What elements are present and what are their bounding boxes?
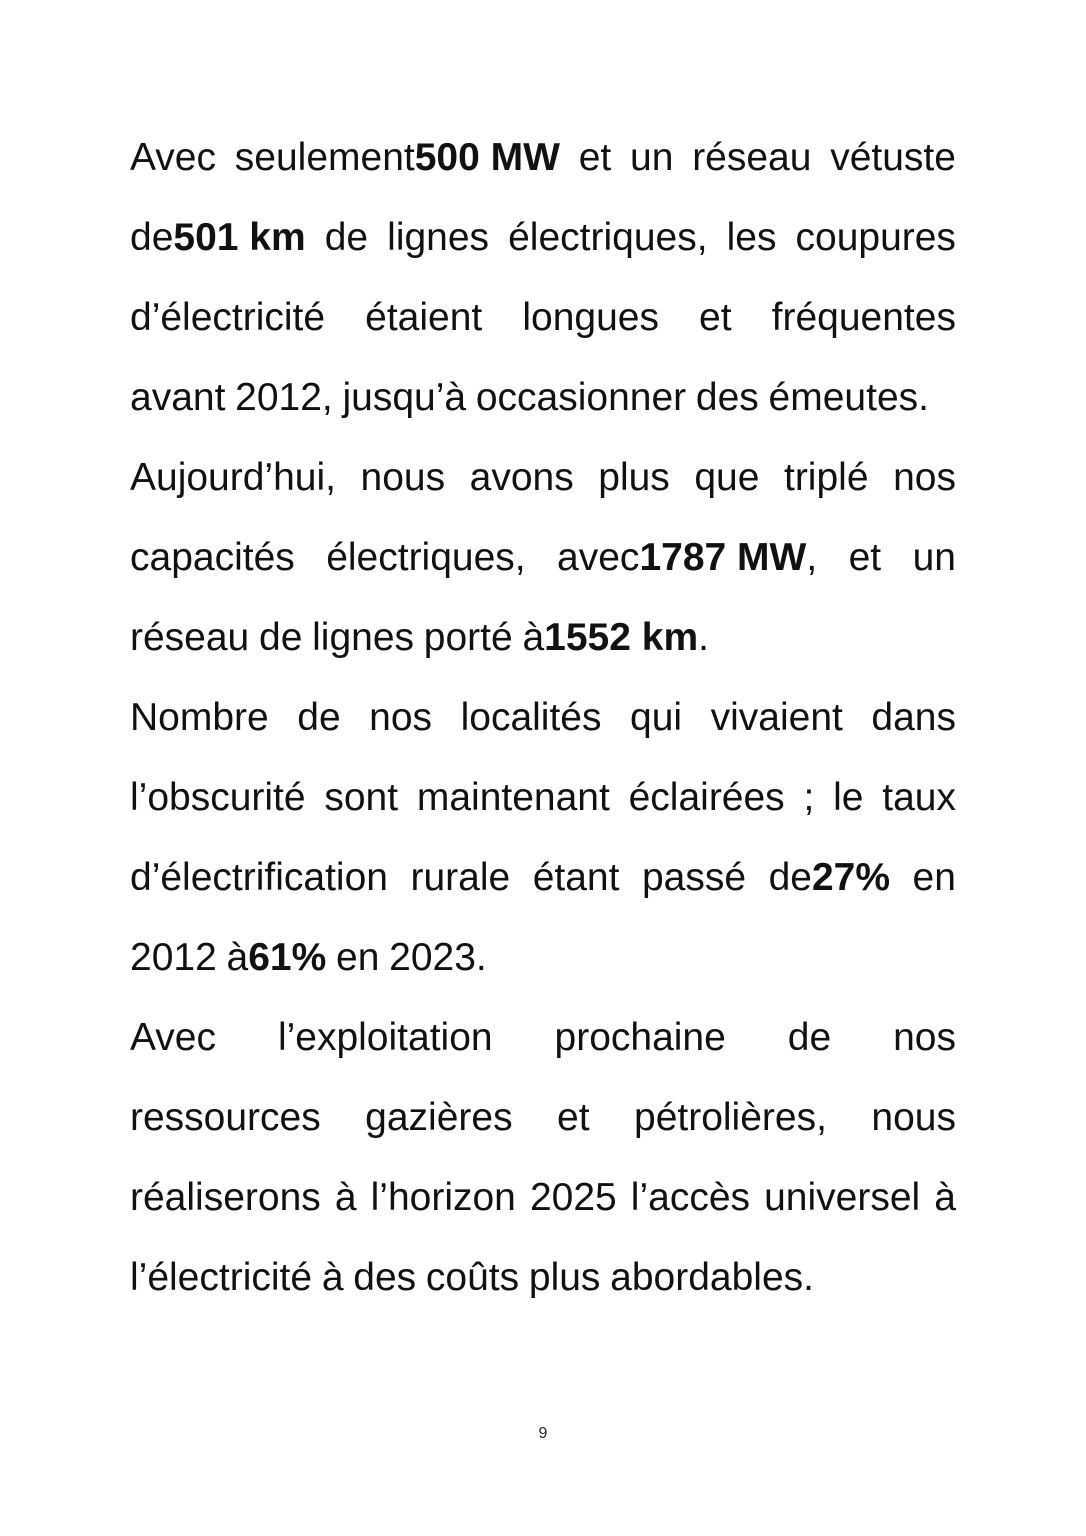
word: 2012, [235, 376, 333, 419]
word: étaient [365, 296, 483, 339]
word: électriques, [508, 216, 708, 259]
word: et [699, 296, 732, 339]
word: 2012 [130, 936, 217, 979]
word: dans [871, 696, 956, 739]
word: nos [369, 696, 433, 739]
word: longues [522, 296, 659, 339]
word: sont [324, 776, 399, 819]
text-line [130, 682, 956, 762]
word: lignes [312, 616, 415, 659]
text-line [130, 842, 956, 922]
text-line [130, 602, 956, 682]
word: à [334, 1176, 357, 1219]
word: de [324, 216, 369, 259]
word: de [259, 616, 303, 659]
word: les [726, 216, 777, 259]
word: taux [882, 776, 956, 819]
word: à61% [226, 936, 327, 979]
word: porté [423, 616, 513, 659]
word: seulement500 MW [234, 136, 560, 179]
word: nos [893, 1016, 956, 1059]
page-number: 9 [538, 1425, 548, 1442]
bold-figure: 500 MW [414, 136, 560, 179]
word: avons [469, 456, 574, 499]
word: nous [871, 1096, 956, 1139]
word: nous [360, 456, 446, 499]
word: un [912, 536, 956, 579]
word: occasionner [475, 376, 687, 419]
word: des [353, 1256, 417, 1299]
word: à [321, 1256, 344, 1299]
word: l’électricité [130, 1256, 313, 1299]
word: vivaient [710, 696, 843, 739]
word: réseau [130, 616, 250, 659]
word: plus [528, 1256, 601, 1299]
word: en [912, 856, 956, 899]
word: émeutes. [768, 376, 929, 419]
text-line [130, 1162, 956, 1242]
text-line [130, 1082, 956, 1162]
word: gazières [365, 1096, 513, 1139]
word: vétuste [830, 136, 956, 179]
word: réseau [692, 136, 812, 179]
word: et [578, 136, 612, 179]
word: fréquentes [771, 296, 956, 339]
word: triplé [783, 456, 869, 499]
word: et [557, 1096, 590, 1139]
word: maintenant [416, 776, 610, 819]
word: électriques, [326, 536, 526, 579]
bold-figure: 501 km [173, 216, 306, 259]
word: étant [532, 856, 620, 899]
word: l’accès [630, 1176, 751, 1219]
paragraph [130, 682, 956, 1002]
word: éclairées [628, 776, 785, 819]
word: passé [641, 856, 747, 899]
word: 2023. [389, 936, 487, 979]
bold-figure: 27% [811, 856, 891, 899]
text-line [130, 202, 956, 282]
text-line [130, 282, 956, 362]
paragraph [130, 442, 956, 682]
word: coupures [795, 216, 956, 259]
word: Avec [130, 136, 216, 179]
word: avant [130, 376, 226, 419]
word: prochaine [554, 1016, 726, 1059]
word: à1552 km. [522, 616, 709, 659]
word: rurale [410, 856, 511, 899]
text-line [130, 762, 956, 842]
word: en [336, 936, 380, 979]
word: et [848, 536, 882, 579]
word: nos [893, 456, 956, 499]
word: abordables. [610, 1256, 814, 1299]
word: pétrolières, [634, 1096, 827, 1139]
text-line [130, 922, 956, 1002]
text-line [130, 1002, 956, 1082]
bold-figure: 61% [248, 936, 327, 979]
word: le [833, 776, 864, 819]
word: Aujourd’hui, [130, 456, 336, 499]
document-body [130, 122, 956, 1322]
word: ; [803, 776, 815, 819]
text-line [130, 362, 956, 442]
bold-figure: 1787 MW [639, 536, 807, 579]
text-line [130, 1242, 956, 1322]
word: Avec [130, 1016, 216, 1059]
word: un [630, 136, 674, 179]
word: de [297, 696, 341, 739]
text-line [130, 442, 956, 522]
word: à [934, 1176, 956, 1219]
word: ressources [130, 1096, 321, 1139]
word: de501 km [130, 216, 306, 259]
word: localités [460, 696, 602, 739]
bold-figure: 1552 km [544, 616, 699, 659]
word: l’obscurité [130, 776, 306, 819]
word: avec1787 MW, [557, 536, 818, 579]
word: universel [764, 1176, 921, 1219]
word: lignes [387, 216, 490, 259]
word: réaliserons [130, 1176, 321, 1219]
word: d’électrification [130, 856, 388, 899]
word: coûts [425, 1256, 520, 1299]
word: d’électricité [130, 296, 326, 339]
word: l’exploitation [277, 1016, 493, 1059]
word: plus [598, 456, 670, 499]
word: que [694, 456, 760, 499]
word: de [787, 1016, 832, 1059]
word: 2025 [529, 1176, 617, 1219]
text-line [130, 122, 956, 202]
word: qui [630, 696, 683, 739]
word: de27% [768, 856, 891, 899]
paragraph [130, 1002, 956, 1322]
paragraph [130, 122, 956, 442]
word: capacités [130, 536, 295, 579]
word: jusqu’à [342, 376, 467, 419]
word: des [695, 376, 759, 419]
word: l’horizon [370, 1176, 516, 1219]
word: Nombre [130, 696, 269, 739]
text-line [130, 522, 956, 602]
